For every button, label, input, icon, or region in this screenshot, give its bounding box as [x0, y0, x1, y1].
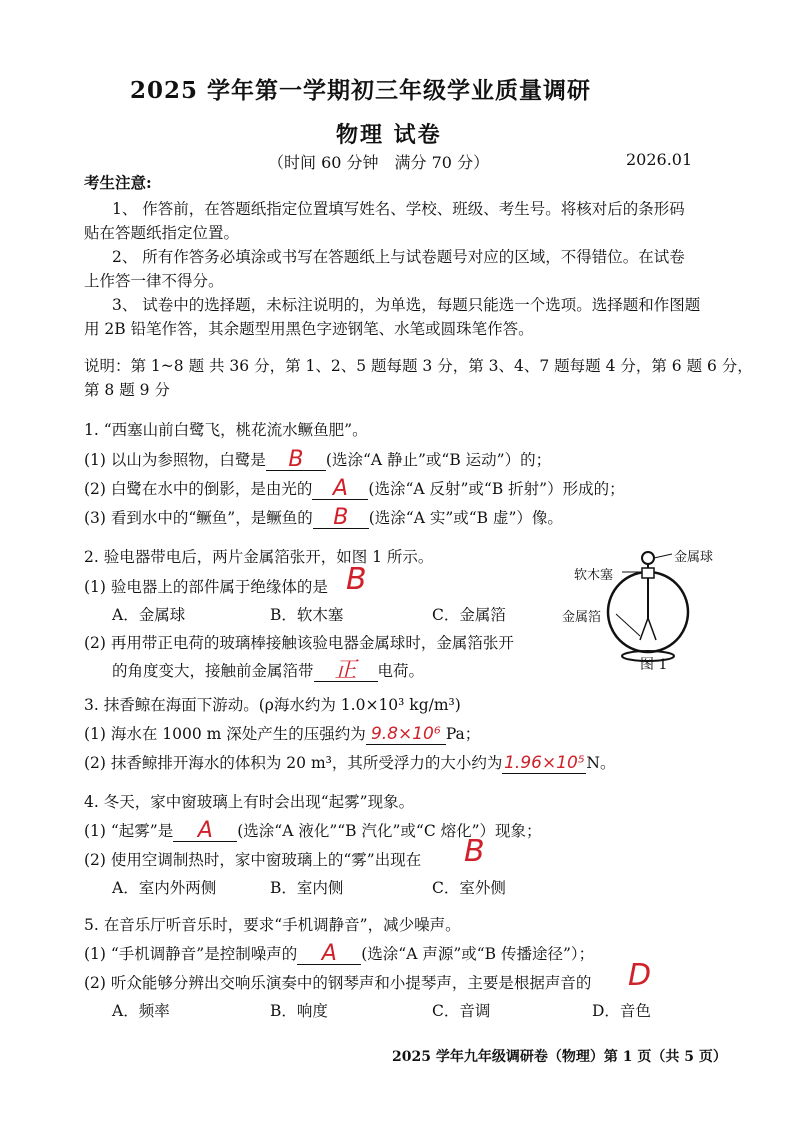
q4-part2: (2) 使用空调制热时，家中窗玻璃上的“雾”出现在 [84, 851, 422, 869]
time-score: （时间 60 分钟 满分 70 分） [268, 153, 490, 172]
q1-part3: (3) 看到水中的“鳜鱼”，是鳜鱼的 B (选涂“A 实”或“B 虚”）像。 [84, 505, 563, 530]
q4-part1-answer[interactable]: A [173, 821, 237, 842]
q2-part1-answer[interactable]: B [346, 562, 367, 597]
notice-item-1: 1、 作答前，在答题纸指定位置填写姓名、学校、班级、考生号。将核对后的条形码 [112, 200, 685, 218]
q4-stem: 4. 冬天，家中窗玻璃上有时会出现“起雾”现象。 [84, 793, 415, 811]
q1-part2: (2) 白鹭在水中的倒影，是由光的 A (选涂“A 反射”或“B 折射”）形成的； [84, 476, 625, 501]
q4-part2-answer[interactable]: B [464, 834, 485, 869]
q1-stem: 1. “西塞山前白鹭飞，桃花流水鳜鱼肥”。 [84, 421, 368, 439]
foil-right [648, 618, 656, 640]
q5-part1: (1) “手机调静音”是控制噪声的 A (选涂“A 声源”或“B 传播途径”）； [84, 941, 595, 966]
q2-part2-cont: 的角度变大，接触前金属箔带 正 电荷。 [112, 658, 425, 683]
q1-part1-answer[interactable]: B [266, 450, 326, 471]
q4-part1: (1) “起雾”是 A (选涂“A 液化”“B 汽化”或“C 熔化”）现象； [84, 818, 542, 843]
notice-item-2: 2、 所有作答务必填涂或书写在答题纸上与试卷题号对应的区域，不得错位。在试卷 [112, 248, 685, 266]
q2-stem: 2. 验电器带电后，两片金属箔张开，如图 1 所示。 [84, 548, 434, 566]
q3-part2: (2) 抹香鲸排开海水的体积为 20 m³，其所受浮力的大小约为 1.96×10⁵ N。 [84, 753, 616, 773]
q1-part1: (1) 以山为参照物，白鹭是 B (选涂“A 静止”或“B 运动”）的； [84, 447, 552, 472]
q1-part2-answer[interactable]: A [312, 479, 368, 500]
q5-part2-answer[interactable]: D [628, 958, 652, 993]
q2-part1: (1) 验电器上的部件属于绝缘体的是 [84, 578, 328, 596]
metal-ball-icon [642, 552, 654, 564]
q2-option-c[interactable]: C．金属箔 [432, 606, 506, 624]
q5-stem: 5. 在音乐厅听音乐时，要求“手机调静音”，减少噪声。 [84, 916, 461, 934]
q3-part1: (1) 海水在 1000 m 深处产生的压强约为 9.8×10⁶ Pa； [84, 724, 481, 744]
notice-item-3-cont: 用 2B 铅笔作答，其余题型用黑色字迹钢笔、水笔或圆珠笔作答。 [84, 320, 534, 338]
q2-part2: (2) 再用带正电荷的玻璃棒接触该验电器金属球时，金属箔张开 [84, 634, 514, 652]
score-explain-cont: 第 8 题 9 分 [84, 381, 170, 399]
score-explain: 说明：第 1~8 题 共 36 分，第 1、2、5 题每题 3 分，第 3、4、7 题每题 4 分，第 6 题 6 分， [84, 357, 753, 375]
q2-option-b[interactable]: B．软木塞 [270, 606, 344, 624]
q5-part2: (2) 听众能够分辨出交响乐演奏中的钢琴声和小提琴声，主要是根据声音的 [84, 974, 592, 992]
notice-item-1-cont: 贴在答题纸指定位置。 [84, 224, 240, 242]
exam-date: 2026.01 [626, 150, 693, 169]
page-subtitle: 物理 试卷 [336, 122, 442, 148]
q4-option-a[interactable]: A．室内外两侧 [112, 879, 217, 897]
fig-caption: 图 1 [640, 657, 668, 673]
q2-option-a[interactable]: A．金属球 [112, 606, 186, 624]
fig-label-ball: 金属球 [674, 550, 714, 565]
q5-option-b[interactable]: B．响度 [270, 1002, 328, 1020]
cork-icon [642, 568, 654, 578]
q5-option-c[interactable]: C．音调 [432, 1002, 491, 1020]
q3-part2-answer[interactable]: 1.96×10⁵ [504, 753, 585, 773]
fig-label-foil: 金属箔 [562, 610, 602, 625]
q5-option-d[interactable]: D．音色 [592, 1002, 651, 1020]
page-footer: 2025 学年九年级调研卷（物理）第 1 页（共 5 页） [392, 1049, 727, 1065]
q5-options [112, 1000, 651, 1022]
notice-heading: 考生注意: [84, 173, 152, 192]
q4-options [112, 877, 506, 899]
q5-option-a[interactable]: A．频率 [112, 1002, 170, 1020]
page-title: 2025 学年第一学期初三年级学业质量调研 [130, 77, 592, 104]
notice-item-2-cont: 上作答一律不得分。 [84, 272, 224, 290]
q3-stem: 3. 抹香鲸在海面下游动。(ρ海水约为 1.0×10³ kg/m³) [84, 696, 461, 714]
fig-label-cork: 软木塞 [574, 568, 614, 583]
foil-left [640, 618, 648, 640]
notice-item-3: 3、 试卷中的选择题，未标注说明的，为单选，每题只能选一个选项。选择题和作图题 [112, 296, 701, 314]
q3-part1-answer[interactable]: 9.8×10⁶ [366, 724, 446, 745]
q4-option-b[interactable]: B．室内侧 [270, 879, 344, 897]
q2-part2-answer[interactable]: 正 [314, 661, 378, 682]
q1-part3-answer[interactable]: B [313, 508, 369, 529]
q5-part1-answer[interactable]: A [297, 944, 361, 965]
q4-option-c[interactable]: C．室外侧 [432, 879, 506, 897]
q2-options [112, 604, 506, 626]
